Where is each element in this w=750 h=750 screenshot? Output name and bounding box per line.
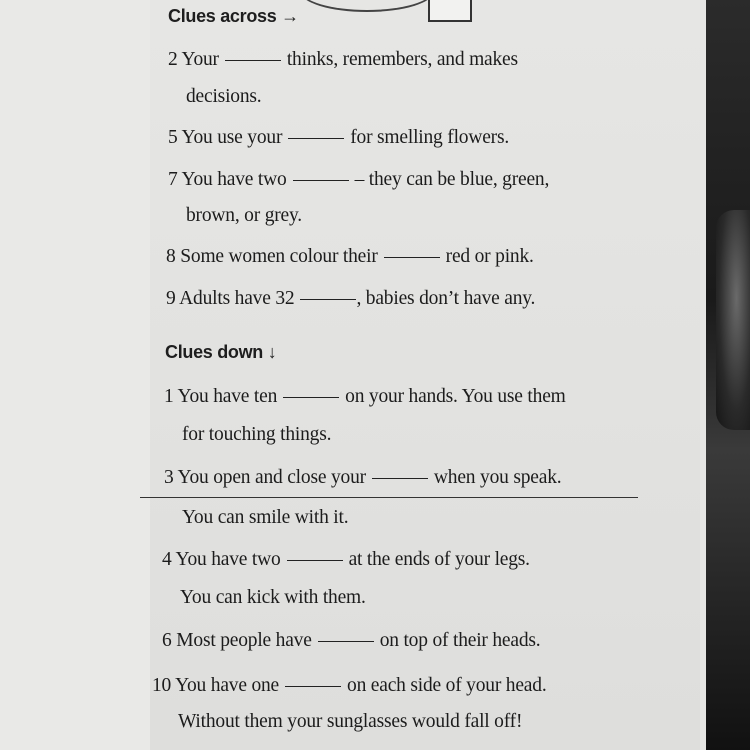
clue-number: 5: [168, 127, 178, 148]
clue-text-before: Some women colour their: [180, 246, 378, 267]
page-edge: [700, 0, 706, 750]
clue-text-before: Your: [181, 49, 219, 70]
clue-down-10: [152, 675, 547, 697]
clue-text-before: You have two: [181, 169, 287, 190]
clue-down-6: [162, 630, 540, 652]
clue-text-after: at the ends of your legs.: [348, 549, 530, 570]
clue-number: 10: [152, 675, 172, 696]
divider-line: [140, 497, 638, 498]
clue-down-1-continued: for touching things.: [182, 424, 332, 445]
clue-text-before: Most people have: [176, 630, 312, 651]
clue-across-7-continued: brown, or grey.: [186, 205, 302, 226]
clue-text-before: You have one: [175, 675, 280, 696]
photo-figure: [716, 210, 750, 430]
clue-text-after: when you speak.: [433, 467, 562, 488]
page-margin: [0, 0, 150, 750]
answer-blank[interactable]: [288, 137, 344, 139]
answer-blank[interactable]: [285, 685, 341, 687]
clue-text-before: You open and close your: [177, 467, 366, 488]
adjacent-page-photo: [700, 0, 750, 750]
clue-across-2: [168, 49, 518, 71]
clue-text-before: You have two: [175, 549, 281, 570]
clue-down-4-continued: You can kick with them.: [180, 587, 366, 608]
clues-down-heading: Clues down ↓: [165, 342, 277, 362]
clue-text-before: You use your: [181, 127, 283, 148]
answer-blank[interactable]: [300, 298, 356, 300]
clue-number: 1: [164, 386, 174, 407]
clue-across-8: [166, 246, 534, 268]
answer-blank[interactable]: [225, 59, 281, 61]
clue-down-1: [164, 386, 566, 408]
clue-across-7: [168, 169, 549, 191]
clue-text-after: thinks, remembers, and makes: [286, 49, 518, 70]
answer-blank[interactable]: [372, 477, 428, 479]
illustration-curve: [300, 0, 434, 12]
clue-across-9: [166, 288, 535, 310]
answer-blank[interactable]: [318, 640, 374, 642]
clue-down-3-continued: You can smile with it.: [182, 507, 349, 528]
clue-down-4: [162, 549, 530, 571]
clue-across-5: [168, 127, 509, 149]
clue-number: 4: [162, 549, 172, 570]
clue-number: 3: [164, 467, 174, 488]
answer-blank[interactable]: [384, 256, 440, 258]
clue-number: 2: [168, 49, 178, 70]
clue-text-before: Adults have 32: [179, 288, 295, 309]
clue-text-after: , babies don’t have any.: [356, 288, 536, 309]
clue-number: 6: [162, 630, 172, 651]
clue-text-after: – they can be blue, green,: [354, 169, 550, 190]
clue-text-after: for smelling flowers.: [350, 127, 510, 148]
clues-across-heading: Clues across →: [168, 6, 299, 26]
clue-text-after: on top of their heads.: [379, 630, 541, 651]
answer-blank[interactable]: [283, 396, 339, 398]
clue-number: 8: [166, 246, 176, 267]
clue-text-after: on each side of your head.: [347, 675, 547, 696]
clue-across-2-continued: decisions.: [186, 86, 262, 107]
clue-number: 7: [168, 169, 178, 190]
clue-text-after: red or pink.: [445, 246, 534, 267]
clue-text-after: on your hands. You use them: [345, 386, 566, 407]
illustration-box: [428, 0, 472, 22]
clue-number: 9: [166, 288, 176, 309]
clue-down-10-continued: Without them your sunglasses would fall off!: [178, 711, 523, 732]
answer-blank[interactable]: [293, 179, 349, 181]
answer-blank[interactable]: [287, 559, 343, 561]
clue-down-3: [164, 467, 561, 489]
top-illustration: [300, 0, 480, 22]
clue-text-before: You have ten: [177, 386, 278, 407]
